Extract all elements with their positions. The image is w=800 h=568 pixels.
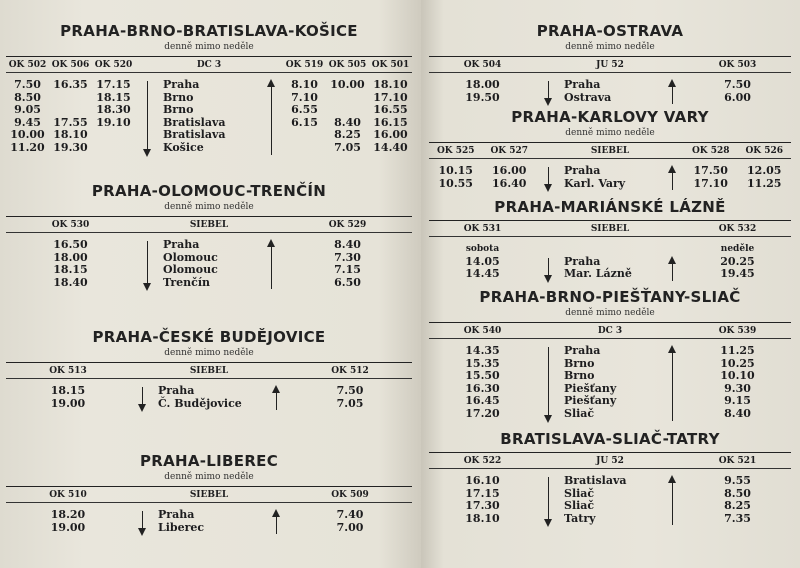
arrival-time: 16.00 [373,128,408,142]
departure-time: 16.45 [465,394,500,408]
arrival-time: 7.05 [334,140,361,154]
arrow-head [272,385,280,393]
departure-time: 17.30 [465,499,500,513]
timetable [6,362,412,410]
departure-time: 16.30 [465,381,500,395]
down-arrow-icon [536,79,560,104]
arrival-time: 7.15 [334,263,361,277]
arrival-time: 6.55 [291,103,318,117]
arrow-head [138,528,146,536]
station-name: Piešťany [564,394,617,408]
arrival-time: 8.50 [724,486,751,500]
route-title: BRATISLAVA-SLIAČ-TATRY [500,430,720,448]
arrow-line [147,241,148,289]
departure-time: 19.00 [50,396,86,410]
aircraft-header: DC 3 [536,323,684,339]
departure-time: 14.05 [465,254,500,268]
departure-time: 18.10 [465,511,500,525]
route-title: PRAHA-LIBEREC [139,452,279,470]
station-name: Bratislava [163,115,226,129]
station-name: Brno [564,369,595,383]
column-header: OK 525 [429,143,483,159]
departure-time: 16.10 [465,474,500,487]
arrow-head [668,475,676,483]
arrival-time: 10.25 [720,356,755,370]
arrow-head [267,239,275,247]
station-name: Sliač [564,406,595,420]
down-arrow-icon [536,165,560,190]
departure-time: 16.40 [492,176,527,190]
timetable [429,452,791,525]
departure-time: 16.00 [492,164,527,177]
right-page [421,0,800,568]
departure-time: 18.10 [53,128,88,142]
station-name: Tatry [564,511,596,525]
arrival-time: 8.25 [724,499,751,513]
aircraft-header: JU 52 [536,453,684,469]
arrival-time: 11.25 [720,344,755,357]
station-name: Brno [564,356,595,370]
up-arrow-icon [660,165,684,190]
route-title: PRAHA-KARLOVY VARY [511,108,709,126]
timetable-section [6,328,412,410]
up-arrow-icon [259,239,283,289]
arrow-head [143,149,151,157]
route-title: PRAHA-MARIÁNSKÉ LÁZNĚ [494,198,726,216]
column-header: OK 526 [738,143,792,159]
station-name: Praha [564,254,601,268]
departure-time: 17.20 [465,406,500,420]
arrow-head [267,79,275,87]
arrival-time: 20.25 [720,254,755,268]
station-name: Brno [163,90,194,104]
arrival-time: 7.00 [336,520,364,534]
departure-time: 15.35 [465,356,500,370]
departure-time: 14.35 [465,344,500,357]
departure-time: 18.15 [50,384,86,397]
route-title: PRAHA-OSTRAVA [536,22,684,40]
departure-time: 18.15 [53,263,88,277]
up-arrow-icon [264,509,288,534]
timetable-section [429,108,791,190]
column-header: OK 513 [6,363,130,379]
route-title: PRAHA-BRNO-PIEŠŤANY-SLIAČ [479,288,741,306]
arrow-head [668,79,676,87]
up-arrow-icon [660,345,684,421]
route-title: PRAHA-BRNO-BRATISLAVA-KOŠICE [60,22,358,40]
aircraft-header: SIEBEL [536,143,684,159]
column-header: OK 501 [369,57,412,73]
up-arrow-icon [660,256,684,281]
departure-time: 19.50 [465,90,500,104]
arrival-time: 9.30 [724,381,751,395]
column-header: OK 528 [684,143,738,159]
timetable-section [429,430,791,525]
column-header: OK 502 [6,57,49,73]
departure-time [49,104,92,117]
column-header: OK 532 [684,221,791,237]
station-name: Ostrava [564,90,612,104]
station-name: Bratislava [564,474,627,487]
station-name: Bratislava [163,128,226,142]
station-name: Sliač [564,499,595,513]
timetable [429,220,791,281]
departure-time: 19.30 [53,140,88,154]
day-note: sobota [465,244,500,254]
departure-time: 15.50 [465,369,500,383]
timetable-section [6,22,412,155]
departure-time: 10.00 [10,128,45,142]
arrow-line [271,241,272,289]
column-header: OK 530 [6,217,135,233]
departure-time: 19.10 [96,115,131,129]
arrival-time: 17.10 [373,90,408,104]
arrow-head [544,275,552,283]
station-name: Mar. Lázně [564,267,632,281]
arrival-time: 18.10 [373,78,408,91]
departure-time: 18.30 [96,103,131,117]
station-name: Praha [158,384,195,397]
arrival-time: 14.40 [373,140,408,154]
timetable-section [6,452,412,534]
station-name: Karl. Vary [564,176,626,190]
departure-time: 19.00 [50,520,86,534]
route-subtitle: denně mimo neděle [565,128,655,138]
arrival-time: 12.05 [747,164,782,177]
arrow-head [138,404,146,412]
arrival-time: 7.10 [291,90,318,104]
departure-time [92,142,135,155]
column-header: OK 539 [684,323,791,339]
arrival-time: 6.00 [724,90,751,104]
column-header: OK 521 [684,453,791,469]
arrow-head [544,519,552,527]
down-arrow-icon [135,239,159,289]
departure-time: 10.15 [438,164,473,177]
arrival-time: 8.40 [334,238,361,251]
column-header: OK 520 [92,57,135,73]
arrow-head [143,283,151,291]
column-header: OK 504 [429,57,536,73]
aircraft-header: SIEBEL [536,221,684,237]
column-header: OK 540 [429,323,536,339]
route-title: PRAHA-ČESKÉ BUDĚJOVICE [92,328,326,346]
up-arrow-icon [264,385,288,410]
arrival-time: 16.55 [373,103,408,117]
arrival-time [283,142,326,155]
column-header: OK 510 [6,487,130,503]
timetable [6,56,412,155]
arrival-time: 7.50 [724,78,751,91]
station-name: Košice [163,140,204,154]
arrow-line [672,347,673,421]
arrival-time: 9.55 [724,474,751,487]
arrival-time: 17.50 [693,164,728,177]
arrow-line [271,81,272,155]
arrow-line [548,347,549,421]
arrival-time: 8.40 [724,406,751,420]
up-arrow-icon [259,79,283,155]
arrival-time: 7.40 [336,508,364,521]
arrival-time [283,129,326,142]
column-header: OK 506 [49,57,92,73]
arrival-time [326,104,369,117]
aircraft-header: SIEBEL [130,363,288,379]
arrival-time: 17.10 [693,176,728,190]
arrow-head [544,184,552,192]
down-arrow-icon [536,475,560,525]
column-header: OK 531 [429,221,536,237]
route-subtitle: denně mimo neděle [164,348,254,358]
column-header: OK 522 [429,453,536,469]
arrow-head [668,256,676,264]
station-name: Praha [564,164,601,177]
station-name: Brno [163,103,194,117]
aircraft-header: SIEBEL [130,487,288,503]
column-header: OK 503 [684,57,791,73]
station-name: Liberec [158,520,205,534]
column-header: OK 509 [288,487,412,503]
departure-time: 17.55 [53,115,88,129]
station-name: Trenčín [163,275,211,289]
station-name: Sliač [564,486,595,500]
route-title: PRAHA-OLOMOUC-TRENČÍN [91,182,327,200]
arrow-head [668,165,676,173]
arrival-time: 8.10 [291,78,318,91]
arrow-line [147,81,148,155]
down-arrow-icon [130,385,154,410]
down-arrow-icon [130,509,154,534]
departure-time: 18.00 [53,250,88,264]
arrival-time: 7.50 [336,384,364,397]
station-name: Praha [564,78,601,91]
departure-time: 14.45 [465,267,500,281]
aircraft-header: JU 52 [536,57,684,73]
station-name: Piešťany [564,381,617,395]
timetable-section [6,182,412,289]
departure-time: 16.35 [53,78,88,91]
arrow-head [544,98,552,106]
down-arrow-icon [536,256,560,281]
arrow-head [668,345,676,353]
aircraft-header: SIEBEL [135,217,283,233]
departure-time [92,129,135,142]
departure-time: 9.05 [14,103,41,117]
timetable-section [429,22,791,104]
route-subtitle: denně mimo neděle [164,42,254,52]
arrival-time: 7.05 [336,396,364,410]
arrow-line [672,477,673,525]
timetable [6,486,412,534]
column-header: OK 519 [283,57,326,73]
timetable-section [429,288,791,421]
down-arrow-icon [135,79,159,155]
day-note: neděle [720,244,755,254]
arrival-time: 10.00 [330,78,365,91]
station-name: Olomouc [163,263,218,277]
route-subtitle: denně mimo neděle [164,202,254,212]
column-header: OK 527 [483,143,537,159]
departure-time: 18.20 [50,508,86,521]
arrow-head [272,509,280,517]
down-arrow-icon [536,345,560,421]
station-name: Olomouc [163,250,218,264]
column-header: OK 529 [283,217,412,233]
timetable [429,56,791,104]
route-subtitle: denně mimo neděle [164,472,254,482]
route-subtitle: denně mimo neděle [565,308,655,318]
arrival-time: 11.25 [747,176,782,190]
arrival-time: 7.30 [334,250,361,264]
departure-time: 16.50 [53,238,88,251]
arrival-time: 10.10 [720,369,755,383]
timetable [429,142,791,190]
timetable-section [429,198,791,281]
arrival-time: 8.40 [334,115,361,129]
departure-time: 17.15 [465,486,500,500]
arrival-time: 9.15 [724,394,751,408]
station-name: Praha [163,78,200,91]
arrival-time: 8.25 [334,128,361,142]
up-arrow-icon [660,79,684,104]
departure-time: 10.55 [438,176,473,190]
column-header: OK 512 [288,363,412,379]
station-name: Praha [163,238,200,251]
departure-time: 8.50 [14,90,41,104]
departure-time: 18.40 [53,275,88,289]
route-subtitle: denně mimo neděle [565,42,655,52]
station-name: Č. Budějovice [158,396,242,410]
arrival-time: 19.45 [720,267,755,281]
departure-time: 7.50 [14,78,41,91]
arrival-time: 7.35 [724,511,751,525]
station-name: Praha [158,508,195,521]
departure-time: 11.20 [10,140,45,154]
arrow-line [548,477,549,525]
aircraft-header: DC 3 [135,57,283,73]
arrival-time: 6.50 [334,275,361,289]
up-arrow-icon [660,475,684,525]
station-name: Praha [564,344,601,357]
arrival-time: 16.15 [373,115,408,129]
column-header: OK 505 [326,57,369,73]
departure-time: 18.15 [96,90,131,104]
departure-time [49,92,92,105]
arrow-head [544,415,552,423]
arrival-time [326,92,369,105]
timetable [6,216,412,289]
arrival-time: 6.15 [291,115,318,129]
departure-time: 9.45 [14,115,41,129]
departure-time: 18.00 [465,78,500,91]
departure-time: 17.15 [96,78,131,91]
timetable [429,322,791,421]
